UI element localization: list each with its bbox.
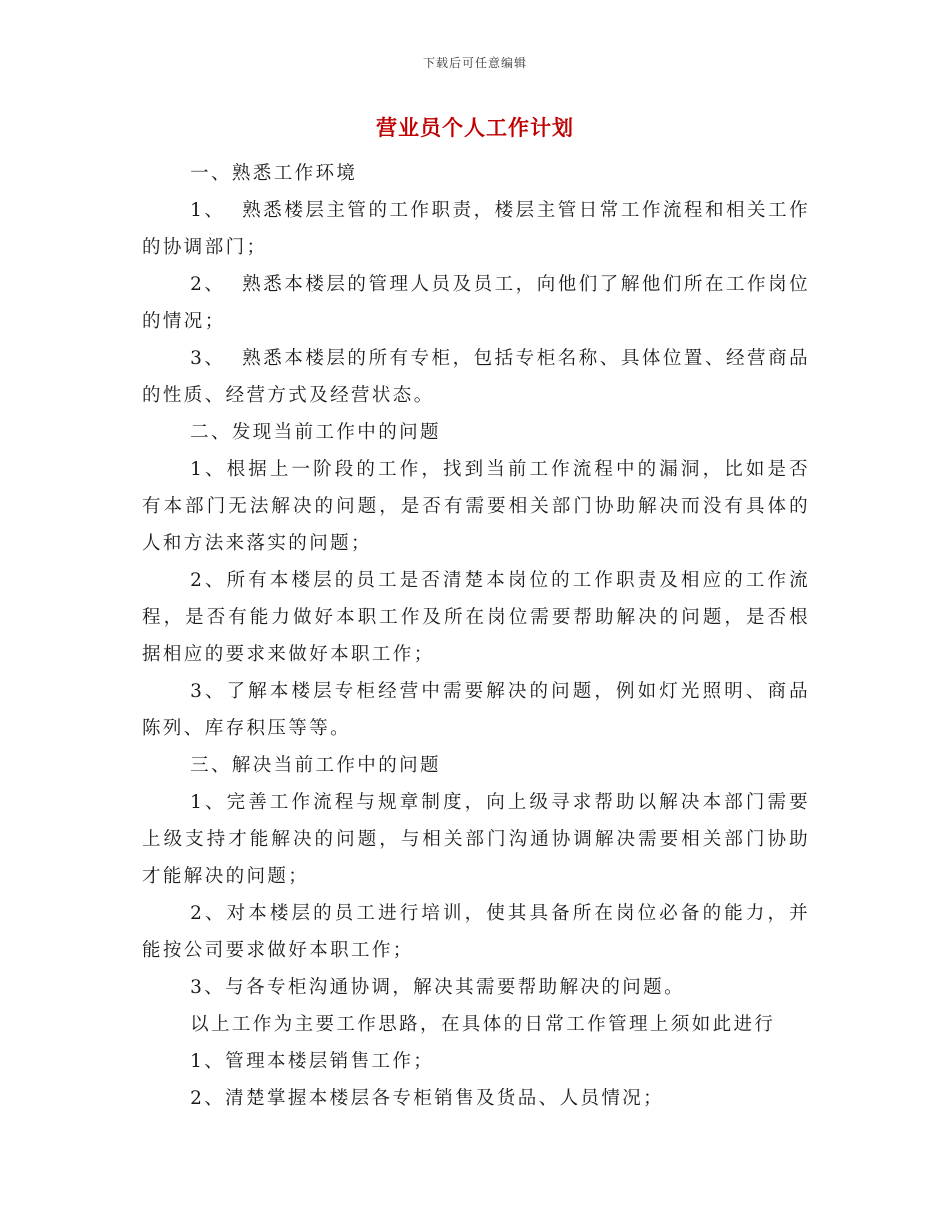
paragraph: 三、解决当前工作中的问题 — [190, 755, 441, 776]
paragraph: 3、与各专柜沟通协调，解决其需要帮助解决的问题。 — [190, 977, 685, 998]
document-title: 营业员个人工作计划 — [376, 115, 574, 140]
paragraph: 2、 熟悉本楼层的管理人员及员工，向他们了解他们所在工作岗位的情况； — [142, 274, 810, 332]
paragraph: 2、所有本楼层的员工是否清楚本岗位的工作职责及相应的工作流程，是否有能力做好本职工作及所在岗位需要帮助解决的问题，是否根据相应的要求来做好本职工作； — [142, 570, 810, 665]
paragraph: 3、 熟悉本楼层的所有专柜，包括专柜名称、具体位置、经营商品的性质、经营方式及经营状态。 — [142, 348, 810, 406]
paragraph: 以上工作为主要工作思路，在具体的日常工作管理上须如此进行 — [190, 1014, 776, 1035]
paragraph: 2、清楚掌握本楼层各专柜销售及货品、人员情况； — [190, 1088, 665, 1109]
paragraph: 二、发现当前工作中的问题 — [190, 422, 441, 443]
paragraph: 1、管理本楼层销售工作； — [190, 1051, 435, 1072]
document-body — [142, 155, 810, 1117]
header-note: 下载后可任意编辑 — [422, 56, 527, 70]
paragraph: 1、根据上一阶段的工作，找到当前工作流程中的漏洞，比如是否有本部门无法解决的问题，是否有需要相关部门协助解决而没有具体的人和方法来落实的问题； — [142, 459, 810, 554]
paragraph: 1、 熟悉楼层主管的工作职责，楼层主管日常工作流程和相关工作的协调部门； — [142, 200, 810, 258]
paragraph: 3、了解本楼层专柜经营中需要解决的问题，例如灯光照明、商品陈列、库存积压等等。 — [142, 681, 810, 739]
paragraph: 2、对本楼层的员工进行培训，使其具备所在岗位必备的能力，并能按公司要求做好本职工作； — [142, 903, 810, 961]
paragraph: 一、熟悉工作环境 — [190, 163, 358, 184]
paragraph: 1、完善工作流程与规章制度，向上级寻求帮助以解决本部门需要上级支持才能解决的问题，与相关部门沟通协调解决需要相关部门协助才能解决的问题； — [142, 792, 810, 887]
